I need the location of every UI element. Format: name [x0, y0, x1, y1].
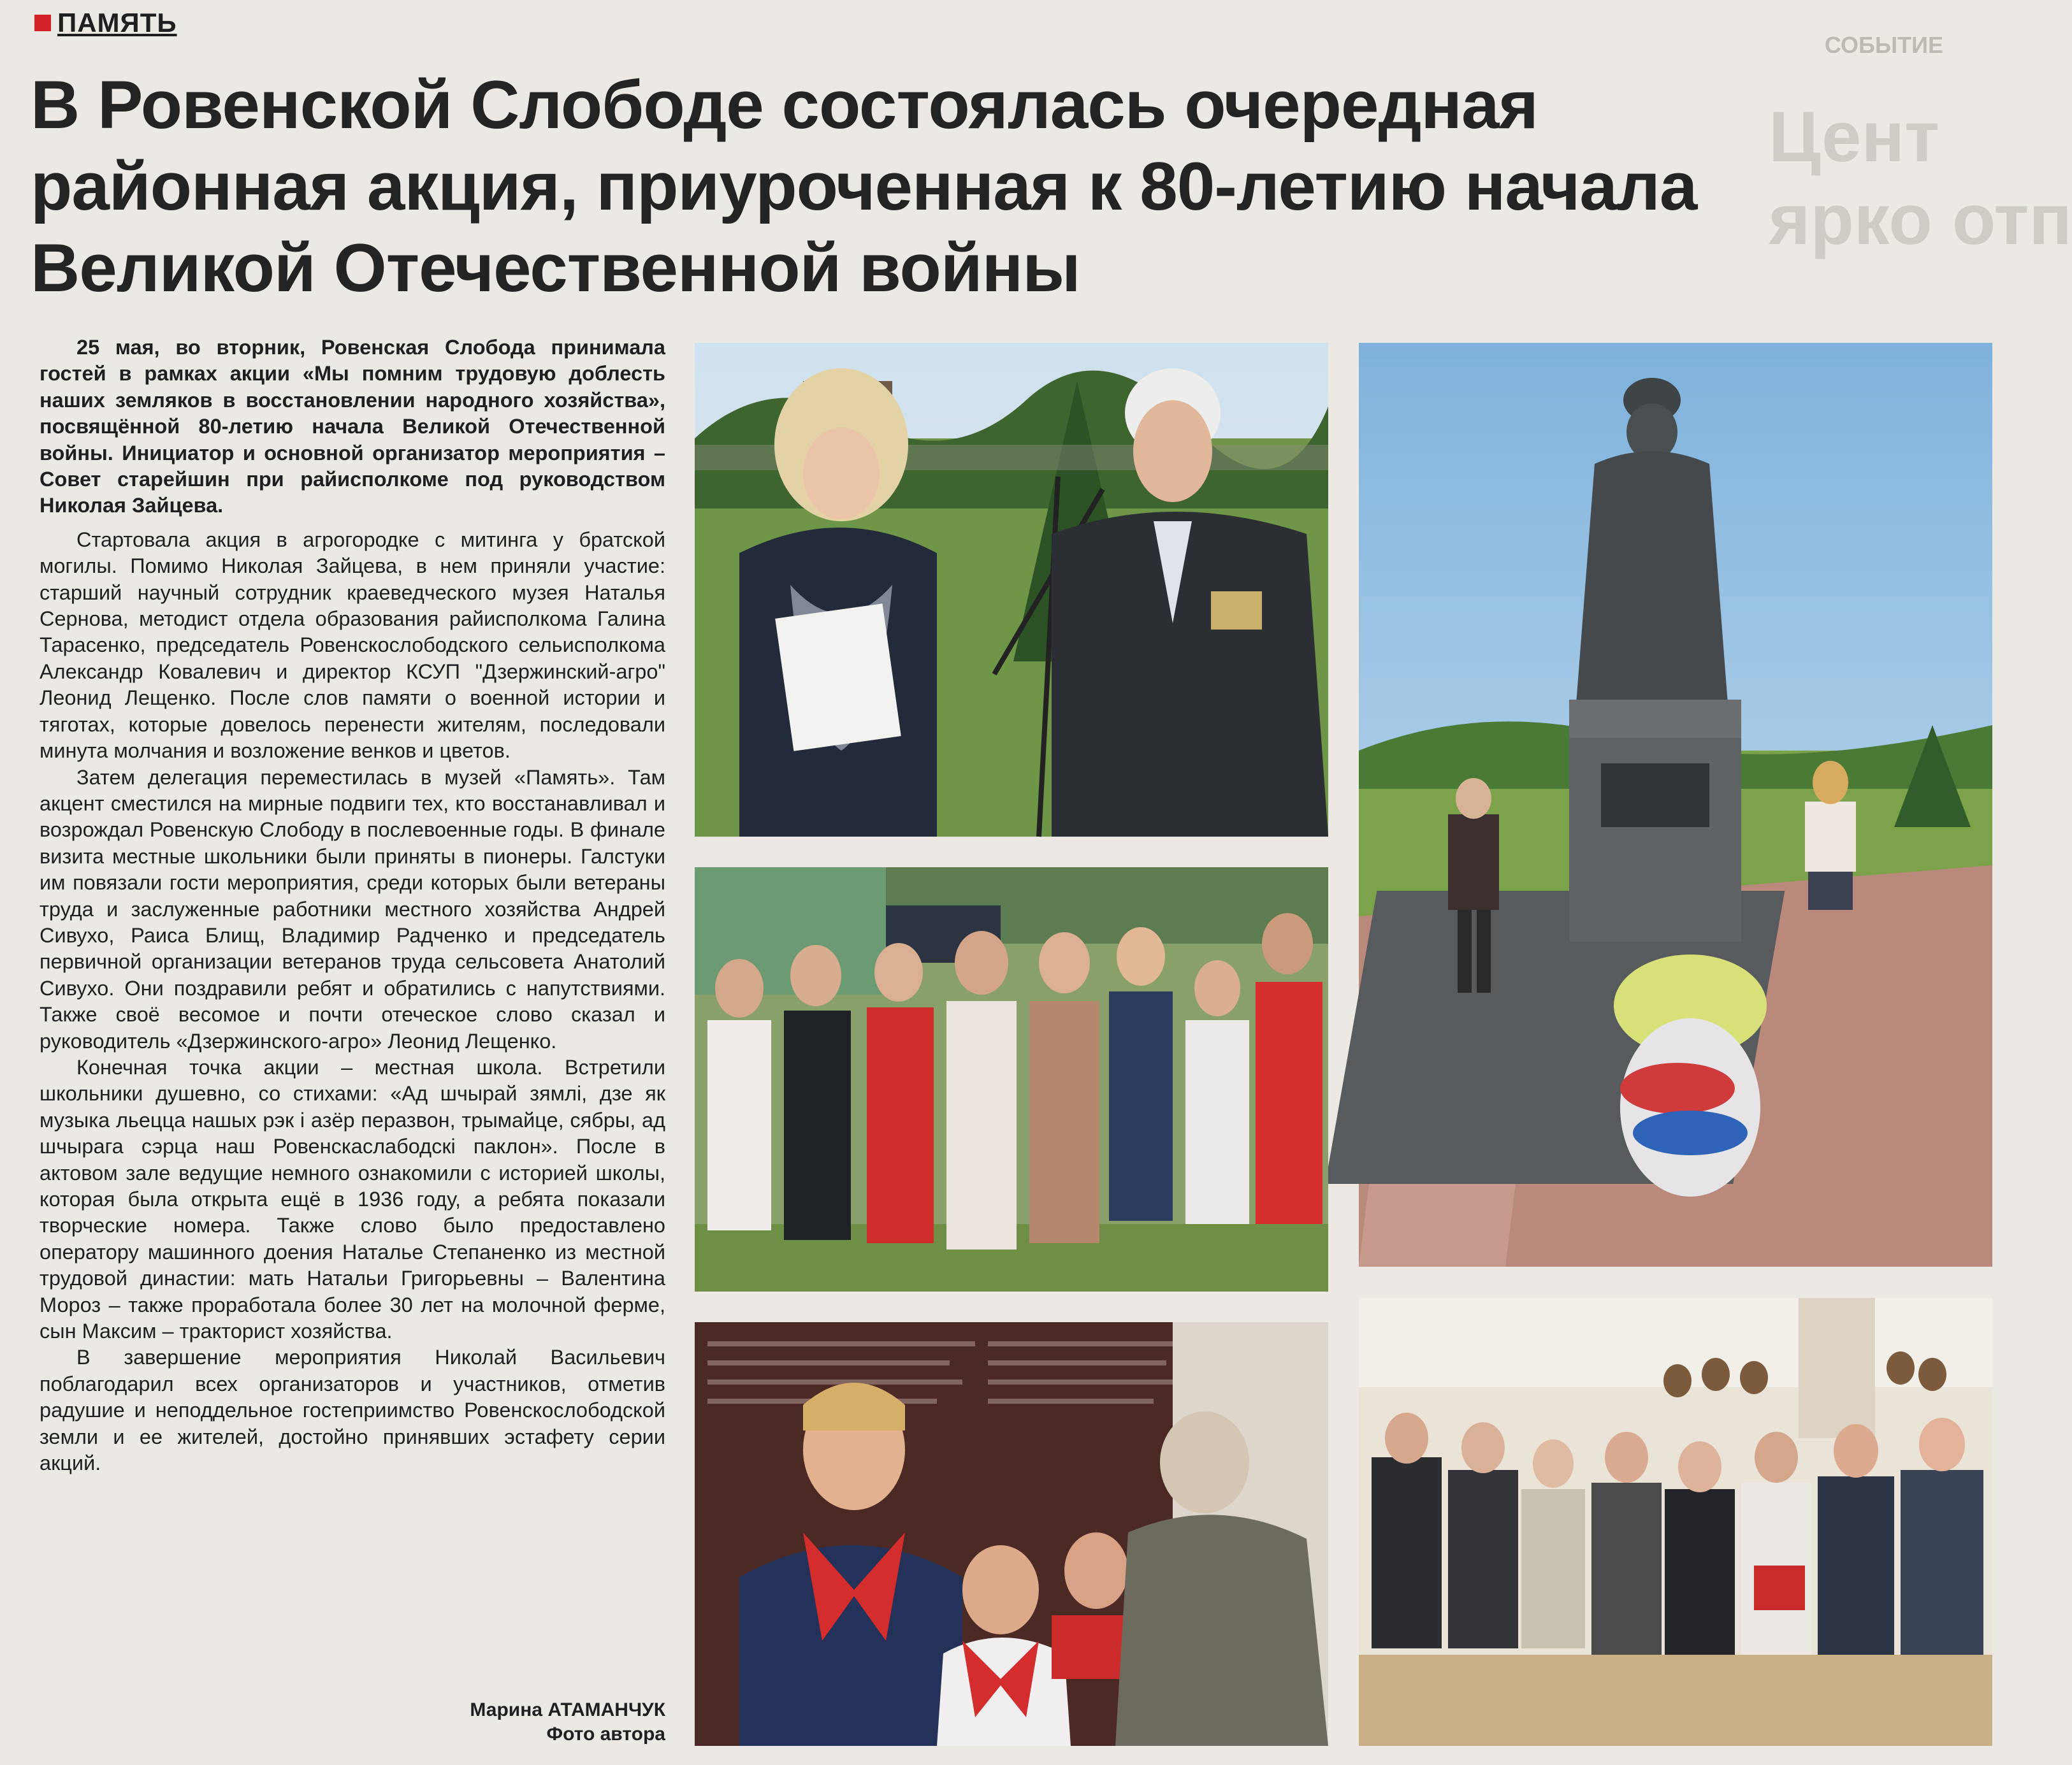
rubric-label: ПАМЯТЬ: [57, 8, 177, 38]
article-headline: В Ровенской Слободе состоялась очередная районная акция, приуроченная к 80-летию начала Великой Отечественной войны: [31, 66, 1697, 306]
article-paragraph-3: Конечная точка акции – местная школа. Встретили школьники душевно, со стихами: «Ад шчырай зямлі, дзе як музыка льецца нашых рэк і азёр перазвон, трымайце, сябры, ад шчырага сэрца наш Ровенскаслабодскі паклон». После в актовом зале ведущие немного ознакомили с историей школы, которая была открыта ещё в 1936 году, а ребята показали творческие номера. Также слово было предоставлено оператору машинного доения Наталье Степаненко из местной трудовой династии: мать Натальи Григорьевны – Валентина Мороз – также проработала более 30 лет на молочной ферме, сын Максим – тракторист хозяйства.: [40, 1055, 665, 1343]
article-paragraph-2: Затем делегация переместилась в музей «Память». Там акцент сместился на мирные подвиги тех, кто восстанавливал и возрождал Ровенскую Слободу в послевоенные годы. В финале визита местные школьники были приняты в пионеры. Галстуки им повязали гости мероприятия, среди которых были ветераны труда и заслуженные работники местного хозяйства Андрей Сивухо, Раиса Блищ, Владимир Радченко и председатель первичной организации ветеранов труда сельсовета Анатолий Сивухо. Они поздравили ребят и обратились с напутствиями. Также своё весомое и почти отеческое слово сказал и руководитель «Дзержинского-агро» Леонид Лещенко.: [40, 765, 665, 1053]
byline: [40, 1698, 665, 1747]
adjacent-rubric: СОБЫТИЕ: [1824, 32, 1943, 58]
photo-audience: [1359, 1298, 1992, 1746]
article-lead: 25 мая, во вторник, Ровенская Слобода принимала гостей в рамках акции «Мы помним трудовую доблесть наших земляков в восстановлении народного хозяйства», посвящённой 80-летию начала Великой Отечественной войны. Инициатор и основной организатор мероприятия – Совет старейшин при райисполкоме под руководством Николая Зайцева.: [40, 336, 665, 517]
photo-tie-ceremony: [695, 1322, 1328, 1746]
photo-memorial: [1359, 343, 1992, 1267]
adjacent-page-edge: [1765, 25, 2072, 319]
adjacent-headline-line-1: Цент: [1769, 97, 1939, 176]
byline-credit: Фото автора: [546, 1724, 665, 1745]
article-paragraph-1: Стартовала акция в агрогородке с митинга у братской могилы. Помимо Николая Зайцева, в нем приняли участие: старший научный сотрудник краеведческого музея Наталья Сернова, методист отдела образования райисполкома Галина Тарасенко, председатель Ровенскослободского сельисполкома Александр Ковалевич и директор КСУП "Дзержинский-агро" Леонид Лещенко. После слов памяти о военной истории и тяготах, которые довелось перенести жителям, последовали минута молчания и возложение венков и цветов.: [40, 528, 665, 763]
rubric: [34, 8, 177, 38]
photo-speakers: [695, 343, 1328, 837]
byline-author: Марина АТАМАНЧУК: [470, 1699, 665, 1720]
rubric-marker: [34, 15, 51, 31]
photo-pioneers-group: [695, 867, 1328, 1292]
article-body: [40, 335, 665, 1476]
adjacent-headline-line-2: ярко отп: [1769, 180, 2072, 259]
article-paragraph-4: В завершение мероприятия Николай Васильевич поблагодарил всех организаторов и участников, отметив радушие и неподдельное гостеприимство Ровенскослободской земли и ее жителей, достойно принявших эстафету серии акций.: [40, 1346, 665, 1475]
